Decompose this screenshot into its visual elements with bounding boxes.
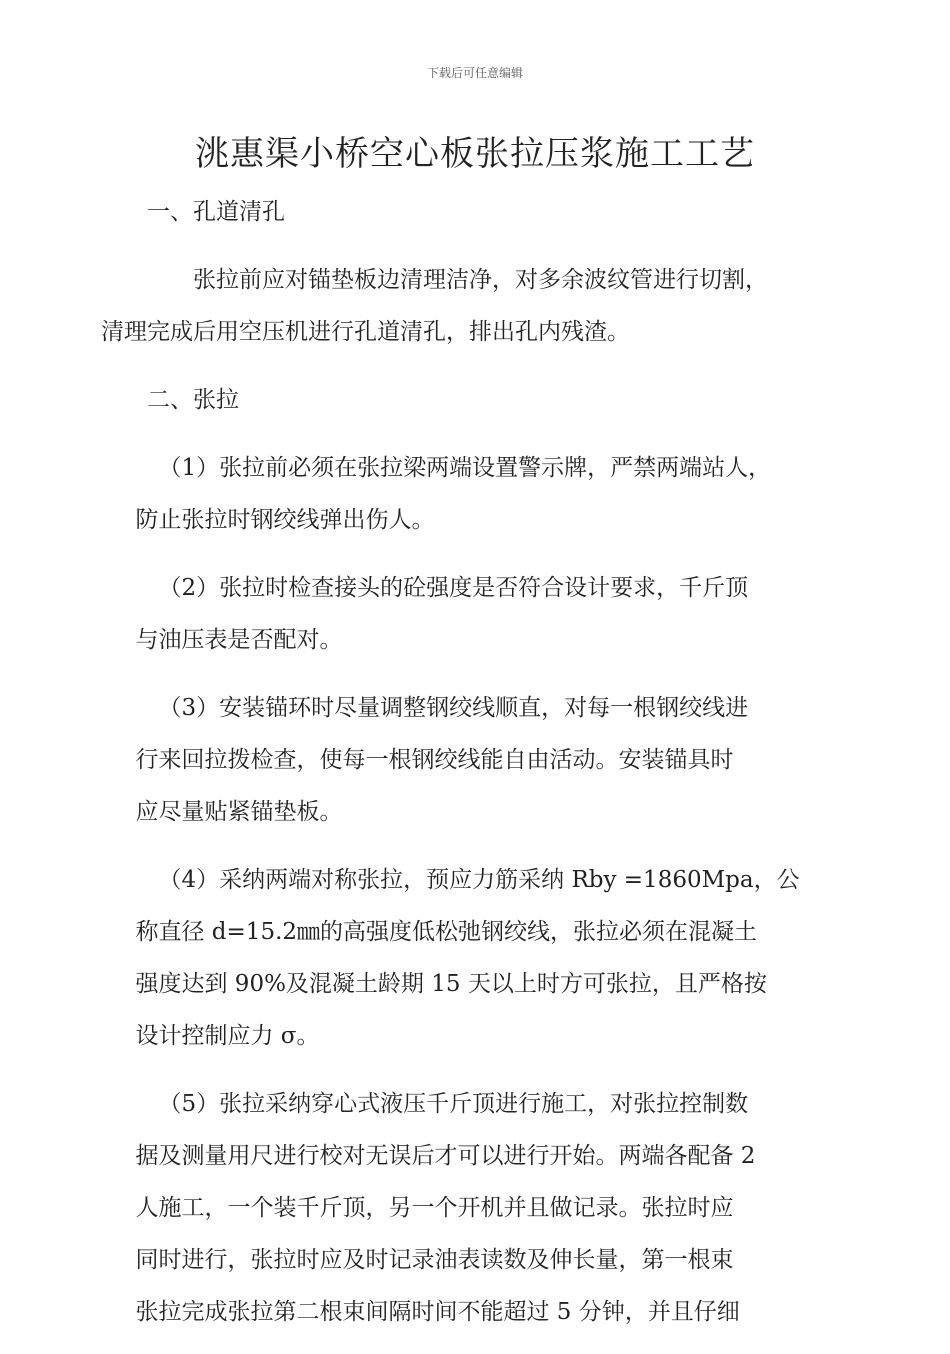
section-heading-2: 二、张拉: [147, 387, 239, 413]
text-line: 行来回拉拨检查，使每一根钢绞线能自由活动。安装锚具时: [135, 747, 734, 773]
paragraph-hole-cleaning: [101, 254, 807, 358]
list-item-2: [135, 562, 807, 666]
text-line: （3）安装锚环时尽量调整钢绞线顺直，对每一根钢绞线进: [158, 695, 749, 721]
text-line: 称直径 d=15.2㎜的高强度低松弛钢绞线，张拉必须在混凝土: [135, 919, 758, 945]
text-line: 清理完成后用空压机进行孔道清孔，排出孔内残渣。: [101, 319, 630, 345]
text-line: （4）采纳两端对称张拉，预应力筋采纳 Rby =1860Mpa，公: [158, 867, 800, 893]
text-line: 人施工，一个装千斤顶，另一个开机并且做记录。张拉时应: [135, 1195, 734, 1221]
text-line: 张拉完成张拉第二根束间隔时间不能超过 5 分钟，并且仔细: [135, 1299, 740, 1325]
text-line: 强度达到 90%及混凝土龄期 15 天以上时方可张拉，且严格按: [135, 971, 767, 997]
header-note: 下载后可任意编辑: [426, 66, 523, 80]
document-title: 洮惠渠小桥空心板张拉压浆施工工艺: [195, 134, 755, 174]
text-line: 据及测量用尺进行校对无误后才可以进行开始。两端各配备 2: [135, 1143, 756, 1169]
text-line: 应尽量贴紧锚垫板。: [135, 799, 343, 825]
list-item-4: [135, 854, 807, 1062]
text-line: （1）张拉前必须在张拉梁两端设置警示牌，严禁两端站人，: [158, 455, 772, 481]
text-line: 防止张拉时钢绞线弹出伤人。: [135, 507, 435, 533]
section-heading-1: 一、孔道清孔: [147, 199, 285, 225]
text-line: （2）张拉时检查接头的砼强度是否符合设计要求，千斤顶: [158, 575, 749, 601]
list-item-1: [135, 442, 807, 546]
text-line: 与油压表是否配对。: [135, 627, 343, 653]
text-line: 同时进行，张拉时应及时记录油表读数及伸长量，第一根束: [135, 1247, 734, 1273]
text-line: 张拉前应对锚垫板边清理洁净，对多余波纹管进行切割，: [193, 267, 768, 293]
text-line: 设计控制应力 σ。: [135, 1023, 320, 1049]
list-item-5: [135, 1078, 807, 1338]
text-line: （5）张拉采纳穿心式液压千斤顶进行施工，对张拉控制数: [158, 1091, 749, 1117]
list-item-3: [135, 682, 807, 838]
document-body: [101, 186, 807, 1354]
